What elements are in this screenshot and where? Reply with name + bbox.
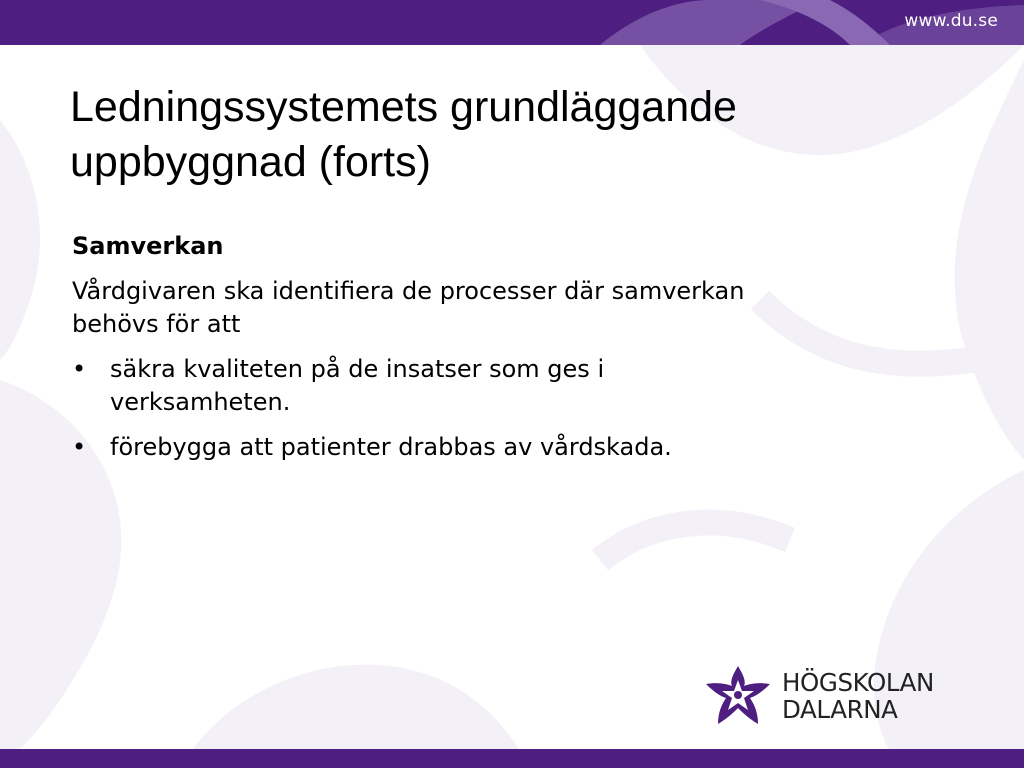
bullet-item [72, 353, 972, 419]
slide-body [72, 230, 972, 476]
bullet-line: verksamheten. [110, 388, 291, 416]
header-bar [0, 0, 1024, 45]
slide-title-line: Ledningssystemets grundläggande [70, 83, 737, 131]
intro-line: Vårdgivaren ska identifiera de processer där samverkan [72, 277, 745, 305]
star-flower-logo-icon [704, 664, 772, 726]
logo-wordmark [782, 669, 934, 723]
logo-line-1: HÖGSKOLAN [782, 668, 934, 697]
logo-line-2: DALARNA [782, 695, 898, 724]
section-heading: Samverkan [72, 232, 224, 260]
slide-title-line: uppbyggnad (forts) [70, 138, 431, 186]
intro-line: behövs för att [72, 310, 241, 338]
bullet-line: förebygga att patienter drabbas av vårdskada. [110, 433, 672, 461]
hogskolan-dalarna-logo [704, 664, 994, 728]
intro-paragraph [72, 275, 972, 341]
slide-title [70, 80, 970, 190]
bullet-item [72, 431, 972, 464]
bullet-dot: • [72, 355, 87, 383]
header-url[interactable]: www.du.se [904, 11, 998, 31]
bullet-list [72, 353, 972, 464]
bullet-line: säkra kvaliteten på de insatser som ges i [110, 355, 605, 383]
bullet-dot: • [72, 433, 87, 461]
footer-bar [0, 749, 1024, 768]
